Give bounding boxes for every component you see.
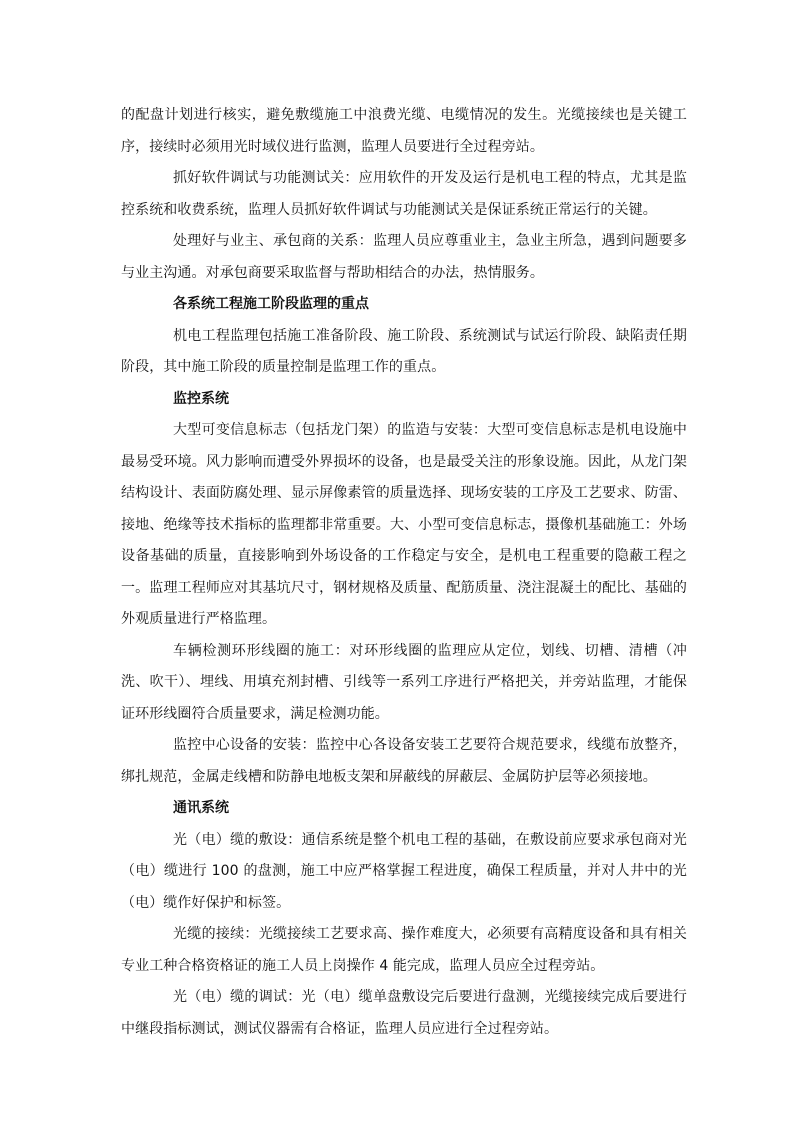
paragraph: 光（电）缆的敷设：通信系统是整个机电工程的基础，在敷设前应要求承包商对光（电）缆进行 100 的盘测，施工中应严格掌握工程进度，确保工程质量，并对人井中的光（电）缆作好保护和标签。 xyxy=(121,831,687,911)
paragraph: 处理好与业主、承包商的关系：监理人员应尊重业主，急业主所急，遇到问题要多与业主沟通。对承包商要采取监督与帮助相结合的办法，热情服务。 xyxy=(121,233,687,281)
document-body xyxy=(121,100,687,1045)
paragraph: 的配盘计划进行核实，避免敷缆施工中浪费光缆、电缆情况的发生。光缆接续也是关键工序，接续时必须用光时域仪进行监测，监理人员要进行全过程旁站。 xyxy=(121,107,687,155)
paragraph: 抓好软件调试与功能测试关：应用软件的开发及运行是机电工程的特点，尤其是监控系统和收费系统，监理人员抓好软件调试与功能测试关是保证系统正常运行的关键。 xyxy=(121,170,687,218)
paragraph: 监控中心设备的安装：监控中心各设备安装工艺要符合规范要求，线缆布放整齐，绑扎规范，金属走线槽和防静电地板支架和屏蔽线的屏蔽层、金属防护层等必须接地。 xyxy=(121,737,687,785)
paragraph: 机电工程监理包括施工准备阶段、施工阶段、系统测试与试运行阶段、缺陷责任期阶段，其中施工阶段的质量控制是监理工作的重点。 xyxy=(121,327,687,375)
paragraph: 大型可变信息标志（包括龙门架）的监造与安装：大型可变信息标志是机电设施中最易受环境。风力影响而遭受外界损坏的设备，也是最受关注的形象设施。因此，从龙门架结构设计、表面防腐处理、显示屏像素管的质量选择、现场安装的工序及工艺要求、防雷、接地、绝缘等技术指标的监理都非常重要。大、小型可变信息标志，摄像机基础施工：外场设备基础的质量，直接影响到外场设备的工作稳定与安全，是机电工程重要的隐蔽工程之一。监理工程师应对其基坑尺寸，钢材规格及质量、配筋质量、浇注混凝土的配比、基础的外观质量进行严格监理。 xyxy=(121,422,687,627)
section-heading: 监控系统 xyxy=(173,390,229,407)
paragraph: 车辆检测环形线圈的施工：对环形线圈的监理应从定位，划线、切槽、清槽（冲洗、吹干）、埋线、用填充剂封槽、引线等一系列工序进行严格把关，并旁站监理，才能保证环形线圈符合质量要求，满足检测功能。 xyxy=(121,642,687,722)
paragraph: 光缆的接续：光缆接续工艺要求高、操作难度大，必须要有高精度设备和具有相关专业工种合格资格证的施工人员上岗操作 4 能完成，监理人员应全过程旁站。 xyxy=(121,926,687,974)
section-heading: 通讯系统 xyxy=(173,800,229,816)
paragraph: 光（电）缆的调试：光（电）缆单盘敷设完后要进行盘测，光缆接续完成后要进行中继段指标测试，测试仪器需有合格证，监理人员应进行全过程旁站。 xyxy=(121,989,687,1037)
section-heading: 各系统工程施工阶段监理的重点 xyxy=(173,296,369,312)
